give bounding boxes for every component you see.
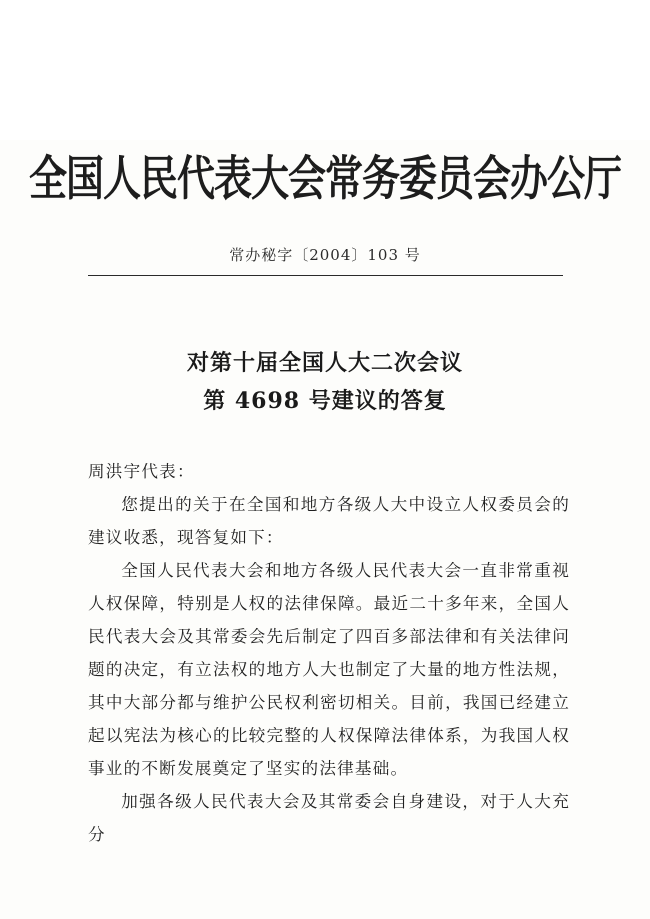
reply-title-line-1: 对第十届全国人大二次会议 xyxy=(186,350,463,376)
paragraph-strengthening: 加强各级人民代表大会及其常委会自身建设，对于人大充分 xyxy=(88,792,570,844)
header-divider xyxy=(88,275,563,276)
paragraph-acknowledgement: 您提出的关于在全国和地方各级人大中设立人权委员会的建议收悉，现答复如下： xyxy=(88,495,570,547)
salutation: 周洪宇代表： xyxy=(88,462,195,481)
scan-margin xyxy=(0,0,650,140)
reply-title-line-2: 第 4698 号建议的答复 xyxy=(203,388,447,414)
document-number: 常办秘字〔2004〕103 号 xyxy=(229,246,421,264)
letterhead-title: 全国人民代表大会常务委员会办公厅 xyxy=(28,151,621,207)
letter-body xyxy=(88,455,570,851)
paragraph-human-rights: 全国人民代表大会和地方各级人民代表大会一直非常重视人权保障，特别是人权的法律保障。最近二十多年来，全国人民代表大会及其常委会先后制定了四百多部法律和有关法律问题的决定，有立法权的地方人大也制定了大量的地方性法规，其中大部分都与维护公民权利密切相关。目前，我国已经建立起以宪法为核心的比较完整的人权保障法律体系，为我国人权事业的不断发展奠定了坚实的法律基础。 xyxy=(88,561,570,778)
